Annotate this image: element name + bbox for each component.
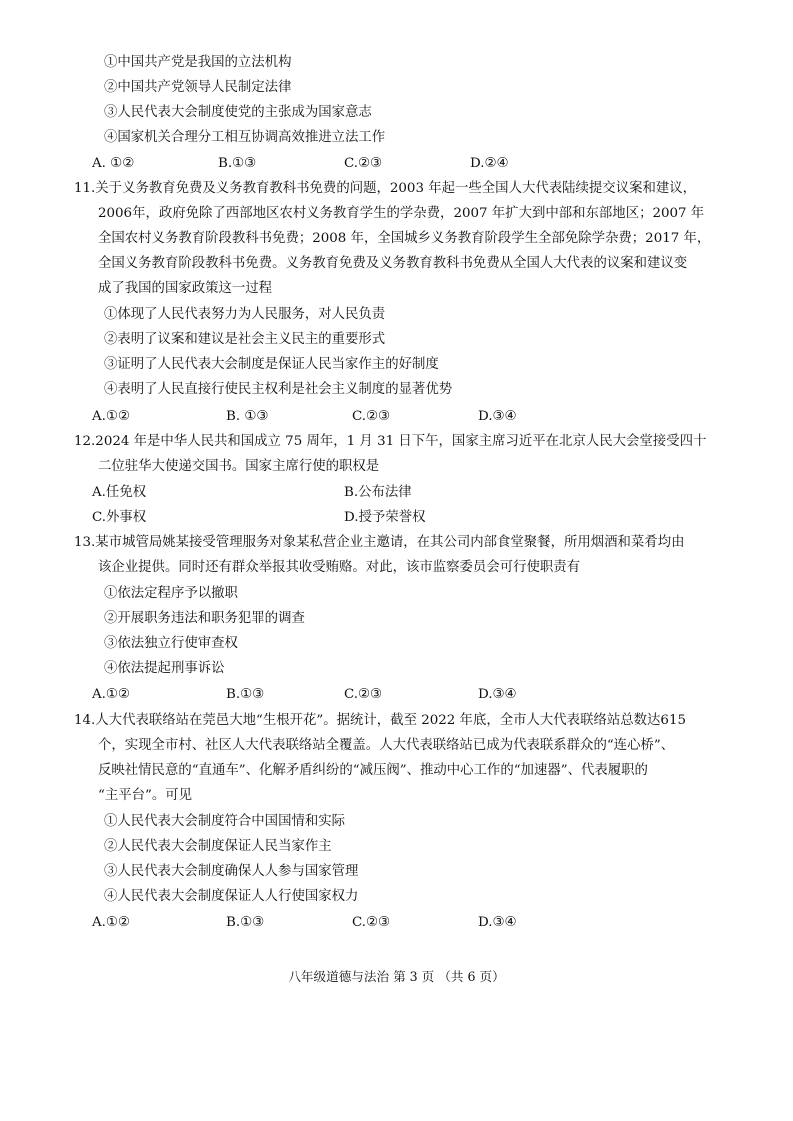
question-stem-line: 14.人大代表联络站在莞邑大地“生根开花”。据统计，截至 2022 年底，全市人大代表联络站总数达615 xyxy=(74,713,686,728)
choice-c: C.外事权 xyxy=(92,510,147,525)
choice-a: A.①② xyxy=(92,915,130,930)
question-stem-line: 全国农村义务教育阶段教科书免费；2008 年，全国城乡义务教育阶段学生全部免除学杂费；2017 年， xyxy=(98,231,711,246)
choice-d: D.③④ xyxy=(478,687,517,702)
statement-3: ③人民代表大会制度使党的主张成为国家意志 xyxy=(104,105,372,120)
choice-a: A.①② xyxy=(92,409,130,424)
statement-2: ②表明了议案和建议是社会主义民主的重要形式 xyxy=(104,332,386,347)
choice-d: D.授予荣誉权 xyxy=(344,510,426,525)
statement-3: ③依法独立行使审查权 xyxy=(104,636,238,651)
page-footer: 八年级道德与法治 第 3 页 （共 6 页） xyxy=(288,969,505,984)
question-stem-line: 11.关于义务教育免费及义务教育教科书免费的问题，2003 年起一些全国人大代表陆续提交议案和建议， xyxy=(74,181,697,196)
question-stem-line: 2006年，政府免除了西部地区农村义务教育学生的学杂费，2007 年扩大到中部和东部地区；2007 年 xyxy=(98,206,705,221)
question-stem-line: 12.2024 年是中华人民共和国成立 75 周年，1 月 31 日下午，国家主席习近平在北京人民大会堂接受四十 xyxy=(74,434,707,449)
statement-4: ④人民代表大会制度保证人人行使国家权力 xyxy=(104,889,359,904)
question-stem-line: “主平台”。可见 xyxy=(98,788,193,803)
statement-3: ③证明了人民代表大会制度是保证人民当家作主的好制度 xyxy=(104,357,439,372)
statement-2: ②中国共产党领导人民制定法律 xyxy=(104,80,292,95)
choice-b: B.①③ xyxy=(218,156,257,171)
choice-a: A.任免权 xyxy=(92,485,147,500)
statement-1: ①依法定程序予以撤职 xyxy=(104,586,238,601)
question-stem-line: 全国义务教育阶段教科书免费。义务教育免费及义务教育教科书免费从全国人大代表的议案和建议变 xyxy=(98,256,688,271)
statement-1: ①人民代表大会制度符合中国国情和实际 xyxy=(104,814,346,829)
question-stem-line: 反映社情民意的“直通车”、化解矛盾纠纷的“减压阀”、推动中心工作的“加速器”、代表履职的 xyxy=(98,763,648,778)
choice-d: D.②④ xyxy=(470,156,509,171)
statement-3: ③人民代表大会制度确保人人参与国家管理 xyxy=(104,864,359,879)
statement-4: ④国家机关合理分工相互协调高效推进立法工作 xyxy=(104,130,386,145)
choice-c: C.②③ xyxy=(352,915,391,930)
question-stem-line: 个，实现全市村、社区人大代表联络站全覆盖。人大代表联络站已成为代表联系群众的“连心桥”、 xyxy=(98,738,675,753)
statement-1: ①体现了人民代表努力为人民服务，对人民负责 xyxy=(104,307,386,322)
choice-b: B.①③ xyxy=(226,687,265,702)
statement-4: ④依法提起刑事诉讼 xyxy=(104,661,225,676)
question-stem-line: 二位驻华大使递交国书。国家主席行使的职权是 xyxy=(98,459,380,474)
choice-c: C.②③ xyxy=(344,687,383,702)
choice-a: A.①② xyxy=(92,687,130,702)
choice-a: A. ①② xyxy=(92,156,135,171)
choice-c: C.②③ xyxy=(344,156,383,171)
question-stem-line: 成了我国的国家政策这一过程 xyxy=(98,281,273,296)
choice-b: B. ①③ xyxy=(226,409,269,424)
choice-b: B.①③ xyxy=(226,915,265,930)
choice-b: B.公布法律 xyxy=(344,485,412,500)
question-stem-line: 13.某市城管局姚某接受管理服务对象某私营企业主邀请，在其公司内部食堂聚餐，所用烟酒和菜肴均由 xyxy=(74,535,685,550)
choice-d: D.③④ xyxy=(478,409,517,424)
choice-c: C.②③ xyxy=(352,409,391,424)
statement-4: ④表明了人民直接行使民主权利是社会主义制度的显著优势 xyxy=(104,382,453,397)
statement-2: ②人民代表大会制度保证人民当家作主 xyxy=(104,839,332,854)
choice-d: D.③④ xyxy=(478,915,517,930)
statement-2: ②开展职务违法和职务犯罪的调查 xyxy=(104,611,305,626)
question-stem-line: 该企业提供。同时还有群众举报其收受贿赂。对此，该市监察委员会可行使职责有 xyxy=(98,560,581,575)
statement-1: ①中国共产党是我国的立法机构 xyxy=(104,55,292,70)
